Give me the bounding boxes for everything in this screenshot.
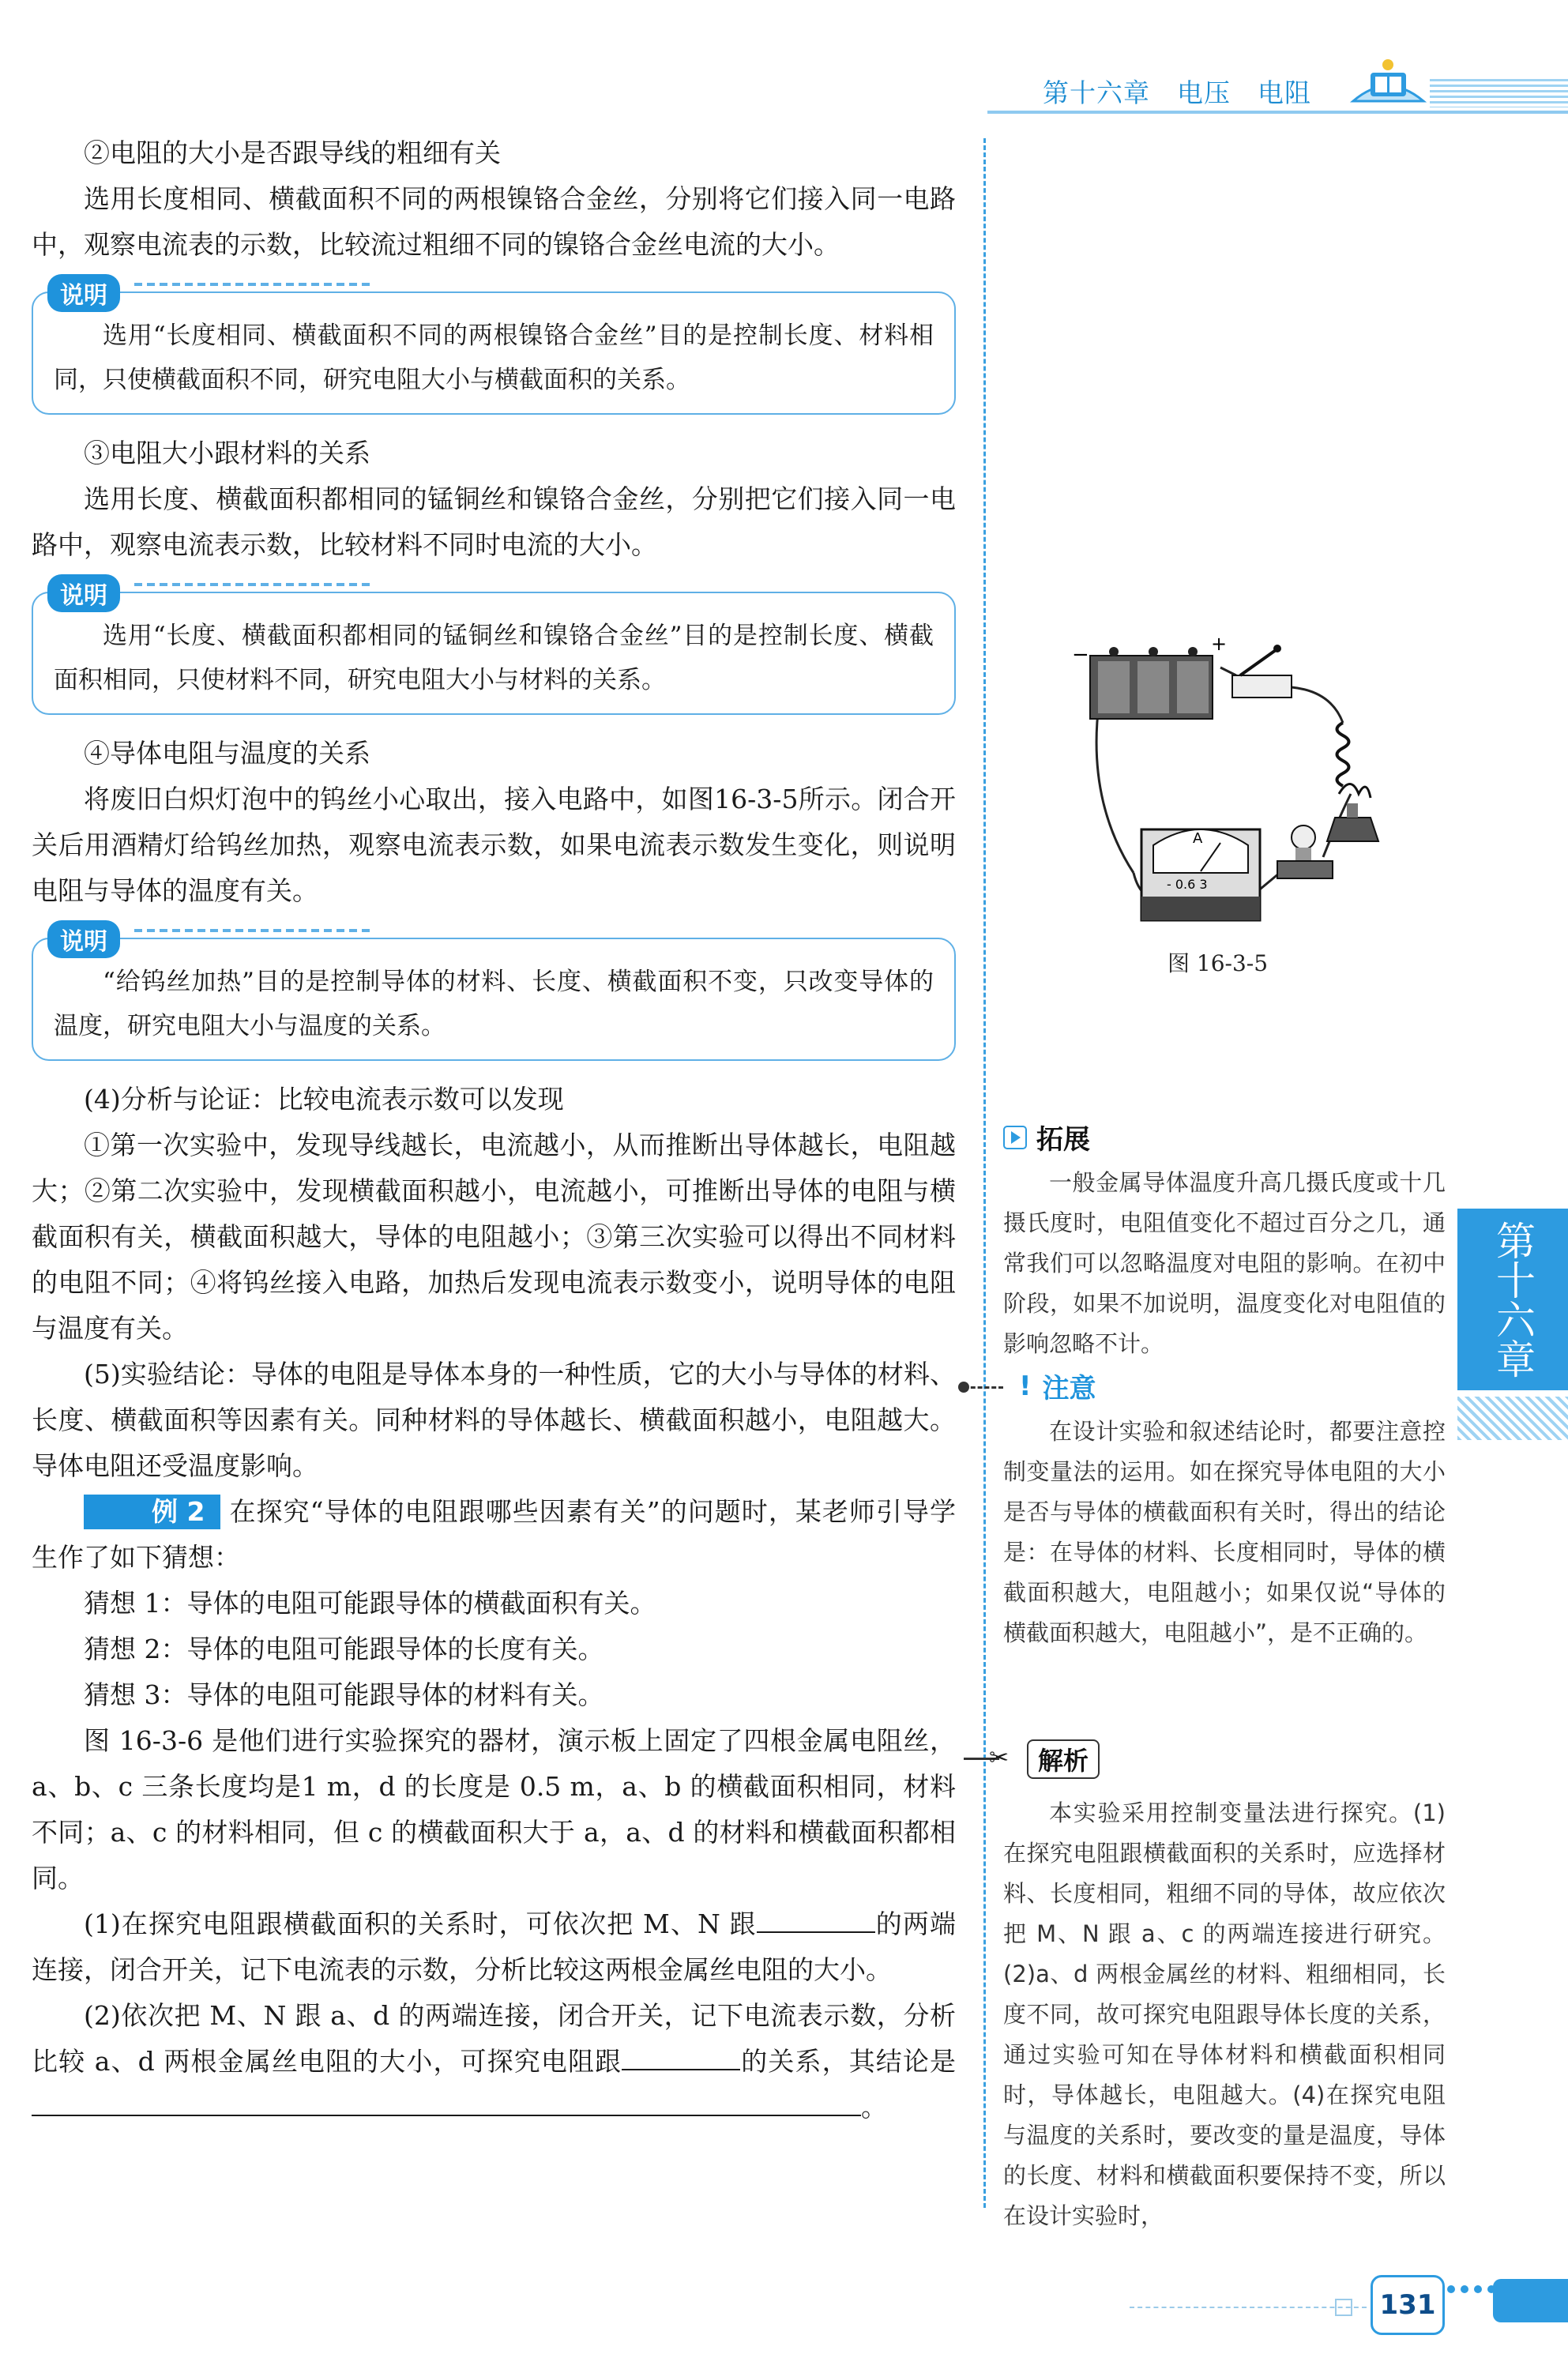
note-decoration	[134, 283, 371, 286]
header-rule	[987, 111, 1568, 114]
footer-rule	[1130, 2307, 1367, 2308]
tungsten-coil-icon	[1337, 723, 1349, 786]
note-text: “给钨丝加热”目的是控制导体的材料、长度、横截面积不变，只改变导体的温度，研究电阻大小与温度的关系。	[54, 968, 934, 1040]
analysis-text: 本实验采用控制变量法进行探究。(1)在探究电阻跟横截面积的关系时，应选择材料、长度相同，粗细不同的导体，故应依次把 M、N 跟 a、c 的两端连接进行研究。(2)a、d 两根金属丝的材料、粗细相同，长度不同，故可探究电阻跟导体长度的关系，通过实验可知在导体材料和横截面积相同时，导体越长，电阻越大。(4)在探究电阻与温度的关系时，要改变的量是温度，导体的长度、材料和横截面积要保持不变，所以在设计实验时，	[1003, 1799, 1446, 2229]
section-heading-thickness: ②电阻的大小是否跟导线的粗细有关	[84, 137, 501, 168]
chapter-tab: 第十六章	[1457, 1209, 1568, 1390]
battery-plus: +	[1211, 636, 1228, 655]
column-divider	[983, 138, 986, 2208]
analysis-section	[1003, 1739, 1446, 2236]
paragraph-conclusion: (5)实验结论：导体的电阻是导体本身的一种性质，它的大小与导体的材料、长度、横截面积等因素有关。同种材料的导体越长、横截面积越小，电阻越大。导体电阻还受温度影响。	[32, 1359, 956, 1481]
circuit-figure	[1070, 636, 1434, 932]
section-heading-material: ③电阻大小跟材料的关系	[84, 438, 370, 468]
note-label: 说明	[47, 274, 120, 312]
scissors-icon: ✂	[989, 1744, 1010, 1772]
example-label: 例 2	[84, 1495, 220, 1529]
note-label: 说明	[47, 574, 120, 612]
exclamation-icon: !	[1019, 1370, 1032, 1402]
question-1-before: (1)在探究电阻跟横截面积的关系时，可依次把 M、N 跟	[84, 1908, 757, 1939]
section-heading-analysis: (4)分析与论证：比较电流表示数可以发现	[84, 1084, 564, 1115]
paragraph-analysis: ①第一次实验中，发现导线越长，电流越小，从而推断出导体越长，电阻越大；②第二次实验中，发现横截面积越小，电流越小，可推断出导体的电阻与横截面积有关，横截面积越大，导体的电阻越小；③第三次实验可以得出不同材料的电阻不同；④将钨丝接入电路，加热后发现电流表示数变小，说明导体的电阻与温度有关。	[32, 1130, 956, 1344]
question-1-after: 的两端连接，闭合开关，记下电流表的示数，分析比较这两根金属丝电阻的大小。	[32, 1908, 957, 1985]
paragraph-temperature: 将废旧白炽灯泡中的钨丝小心取出，接入电路中，如图16-3-5所示。闭合开关后用酒精灯给钨丝加热，观察电流表示数，如果电流表示数发生变化，则说明电阻与导体的温度有关。	[32, 784, 956, 906]
question-2-before: (2)依次把 M、N 跟 a、d 的两端连接，闭合开关，记下电流表示数，分析比较 a、d 两根金属丝电阻的大小，可探究电阻跟	[32, 2000, 956, 2077]
play-triangle-icon	[1003, 1126, 1027, 1149]
question-2-middle: 的关系，其结论是	[740, 2046, 957, 2077]
extension-section	[1003, 1118, 1446, 1364]
figure-caption: 图 16-3-5	[1168, 950, 1269, 976]
note-box-2	[32, 582, 956, 715]
footer-square-icon	[1335, 2299, 1352, 2316]
main-column	[32, 130, 956, 2130]
extension-text: 一般金属导体温度升高几摄氏度或十几摄氏度时，电阻值变化不超过百分之几，通常我们可以忽略温度对电阻的影响。在初中阶段，如果不加说明，温度变化对电阻值的影响忽略不计。	[1003, 1169, 1446, 1357]
attention-text: 在设计实验和叙述结论时，都要注意控制变量法的运用。如在探究导体电阻的大小是否与导体的横截面积有关时，得出的结论是：在导体的材料、长度相同时，导体的横截面积越大，电阻越小；如果仅说“导体的横截面积越大，电阻越小”，是不正确的。	[1003, 1418, 1446, 1646]
guess-1: 猜想 1：导体的电阻可能跟导体的横截面积有关。	[84, 1588, 656, 1619]
guess-2: 猜想 2：导体的电阻可能跟导体的长度有关。	[84, 1634, 604, 1664]
ammeter-scale: - 0.6 3	[1167, 877, 1208, 892]
question-2	[32, 1993, 956, 2130]
battery-icon	[1090, 647, 1213, 719]
note-decoration	[134, 583, 371, 586]
chapter-tab-stripe	[1457, 1397, 1568, 1440]
page-number: 131	[1371, 2275, 1445, 2335]
battery-minus: −	[1072, 643, 1089, 667]
header-stripes	[1430, 79, 1568, 107]
answer-blank-2[interactable]	[622, 2069, 740, 2070]
guess-3: 猜想 3：导体的电阻可能跟导体的材料有关。	[84, 1679, 604, 1710]
attention-pointer	[964, 1386, 1003, 1389]
circuit-diagram	[1070, 636, 1434, 932]
footer-bar	[1493, 2279, 1568, 2322]
paragraph-apparatus: 图 16-3-6 是他们进行实验探究的器材，演示板上固定了四根金属电阻丝，a、b、c 三条长度均是1 m，d 的长度是 0.5 m，a、b 的横截面积相同，材料不同；a、c 的材料相同，但 c 的横截面积大于 a，a、d 的材料和横截面积都相同。	[32, 1725, 956, 1893]
attention-title: 注意	[1042, 1373, 1096, 1404]
extension-title: 拓展	[1036, 1124, 1090, 1156]
question-1	[32, 1901, 956, 1993]
example-paragraph	[32, 1489, 956, 1581]
example-text: 在探究“导体的电阻跟哪些因素有关”的问题时，某老师引导学生作了如下猜想：	[32, 1496, 956, 1573]
pointer-dot	[958, 1382, 969, 1393]
answer-blank-1[interactable]	[757, 1931, 875, 1933]
switch-icon	[1232, 645, 1292, 698]
attention-section	[1003, 1367, 1446, 1653]
note-box-1	[32, 282, 956, 415]
paragraph-material: 选用长度、横截面积都相同的锰铜丝和镍铬合金丝，分别把它们接入同一电路中，观察电流表示数，比较材料不同时电流的大小。	[32, 483, 956, 560]
alcohol-lamp-icon	[1327, 784, 1378, 842]
footer-dots	[1447, 2285, 1495, 2293]
analysis-title: 解析	[1027, 1739, 1100, 1779]
answer-blank-3[interactable]	[32, 2115, 861, 2116]
ammeter-label: A	[1193, 830, 1203, 847]
note-text: 选用“长度相同、横截面积不同的两根镍铬合金丝”目的是控制长度、材料相同，只使横截面积不同，研究电阻大小与横截面积的关系。	[54, 322, 934, 394]
note-decoration	[134, 929, 371, 932]
paragraph-thickness: 选用长度相同、横截面积不同的两根镍铬合金丝，分别将它们接入同一电路中，观察电流表的示数，比较流过粗细不同的镍铬合金丝电流的大小。	[32, 183, 956, 260]
section-heading-temperature: ④导体电阻与温度的关系	[84, 738, 370, 769]
note-label: 说明	[47, 920, 120, 958]
note-text: 选用“长度、横截面积都相同的锰铜丝和镍铬合金丝”目的是控制长度、横截面积相同，只使材料不同，研究电阻大小与材料的关系。	[54, 622, 934, 694]
chapter-header-title: 第十六章 电压 电阻	[1043, 77, 1311, 108]
note-box-3	[32, 928, 956, 1061]
question-2-end: 。	[861, 2092, 887, 2123]
book-logo-icon	[1347, 55, 1430, 111]
